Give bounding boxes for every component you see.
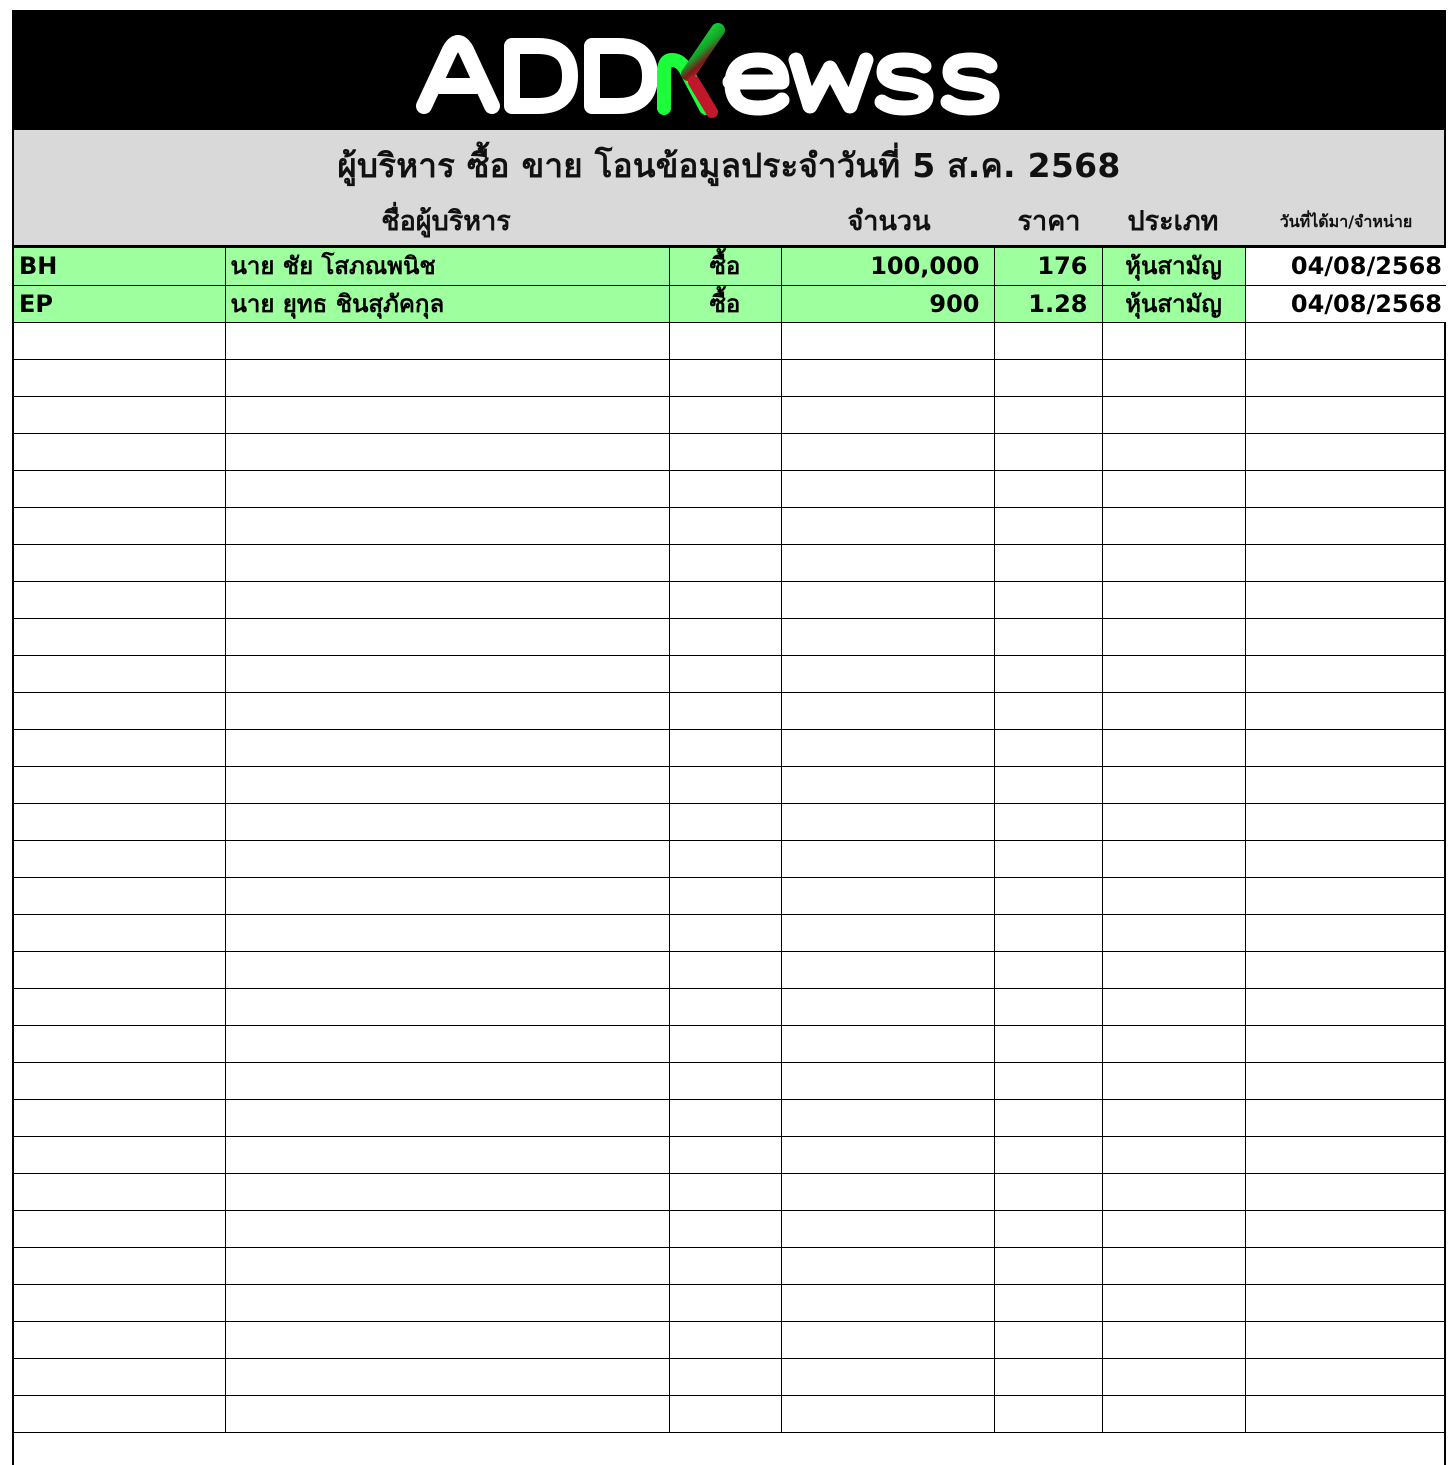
empty-table-row: [14, 433, 1446, 470]
empty-cell[interactable]: [1245, 1321, 1446, 1358]
empty-cell[interactable]: [781, 877, 994, 914]
empty-cell[interactable]: [1102, 470, 1245, 507]
empty-cell[interactable]: [781, 1321, 994, 1358]
empty-cell[interactable]: [14, 951, 225, 988]
empty-cell[interactable]: [14, 1358, 225, 1395]
empty-cell[interactable]: [781, 507, 994, 544]
empty-cell[interactable]: [225, 840, 669, 877]
empty-cell[interactable]: [994, 1210, 1102, 1247]
empty-cell[interactable]: [225, 729, 669, 766]
table-row: [14, 248, 1446, 285]
empty-cell[interactable]: [994, 433, 1102, 470]
empty-cell[interactable]: [781, 618, 994, 655]
empty-cell[interactable]: [994, 766, 1102, 803]
empty-cell[interactable]: [994, 359, 1102, 396]
empty-cell[interactable]: [1245, 840, 1446, 877]
empty-cell[interactable]: [781, 655, 994, 692]
empty-cell[interactable]: [994, 618, 1102, 655]
empty-cell[interactable]: [669, 1173, 781, 1210]
share-type-cell[interactable]: หุ้นสามัญ: [1102, 248, 1245, 285]
empty-cell[interactable]: [14, 655, 225, 692]
empty-table-row: [14, 988, 1446, 1025]
empty-cell[interactable]: [994, 988, 1102, 1025]
empty-cell[interactable]: [669, 1136, 781, 1173]
empty-cell[interactable]: [781, 1173, 994, 1210]
column-header-name: ชื่อผู้บริหาร: [381, 206, 511, 237]
empty-cell[interactable]: [225, 951, 669, 988]
empty-cell[interactable]: [1245, 359, 1446, 396]
empty-cell[interactable]: [994, 840, 1102, 877]
amount-cell[interactable]: 900: [781, 285, 994, 322]
empty-cell[interactable]: [994, 396, 1102, 433]
empty-cell[interactable]: [14, 1395, 225, 1432]
empty-cell[interactable]: [1245, 322, 1446, 359]
empty-cell[interactable]: [1245, 803, 1446, 840]
empty-cell[interactable]: [1102, 1395, 1245, 1432]
empty-cell[interactable]: [225, 1284, 669, 1321]
empty-table-row: [14, 877, 1446, 914]
empty-cell[interactable]: [14, 1210, 225, 1247]
symbol-cell[interactable]: BH: [14, 248, 225, 285]
empty-cell[interactable]: [14, 914, 225, 951]
date-cell[interactable]: 04/08/2568: [1245, 248, 1446, 285]
empty-cell[interactable]: [669, 1210, 781, 1247]
logo-bar: [14, 10, 1444, 130]
empty-cell[interactable]: [994, 914, 1102, 951]
empty-table-row: [14, 322, 1446, 359]
empty-cell[interactable]: [1245, 1284, 1446, 1321]
empty-cell[interactable]: [225, 766, 669, 803]
empty-cell[interactable]: [1245, 1062, 1446, 1099]
empty-cell[interactable]: [1102, 322, 1245, 359]
empty-cell[interactable]: [14, 1173, 225, 1210]
empty-cell[interactable]: [14, 544, 225, 581]
empty-cell[interactable]: [781, 433, 994, 470]
empty-cell[interactable]: [225, 581, 669, 618]
empty-cell[interactable]: [1102, 359, 1245, 396]
empty-cell[interactable]: [14, 581, 225, 618]
empty-cell[interactable]: [1102, 877, 1245, 914]
empty-cell[interactable]: [669, 877, 781, 914]
empty-cell[interactable]: [1102, 433, 1245, 470]
empty-cell[interactable]: [225, 1099, 669, 1136]
empty-cell[interactable]: [225, 1210, 669, 1247]
action-cell[interactable]: ซื้อ: [669, 285, 781, 322]
empty-cell[interactable]: [1245, 1099, 1446, 1136]
empty-cell[interactable]: [225, 322, 669, 359]
empty-cell[interactable]: [1245, 1025, 1446, 1062]
empty-cell[interactable]: [225, 803, 669, 840]
price-cell[interactable]: 176: [994, 248, 1102, 285]
empty-cell[interactable]: [994, 1284, 1102, 1321]
empty-cell[interactable]: [781, 729, 994, 766]
date-cell[interactable]: 04/08/2568: [1245, 285, 1446, 322]
empty-cell[interactable]: [781, 1358, 994, 1395]
empty-cell[interactable]: [669, 507, 781, 544]
empty-table-row: [14, 803, 1446, 840]
empty-cell[interactable]: [994, 507, 1102, 544]
empty-cell[interactable]: [994, 1062, 1102, 1099]
empty-cell[interactable]: [14, 359, 225, 396]
empty-cell[interactable]: [1102, 951, 1245, 988]
empty-cell[interactable]: [14, 1062, 225, 1099]
empty-table-row: [14, 1247, 1446, 1284]
empty-cell[interactable]: [1245, 618, 1446, 655]
empty-cell[interactable]: [669, 914, 781, 951]
empty-table-row: [14, 507, 1446, 544]
empty-cell[interactable]: [225, 1136, 669, 1173]
empty-cell[interactable]: [994, 581, 1102, 618]
empty-cell[interactable]: [669, 618, 781, 655]
empty-table-row: [14, 1284, 1446, 1321]
empty-cell[interactable]: [669, 1321, 781, 1358]
empty-cell[interactable]: [994, 1321, 1102, 1358]
symbol-cell[interactable]: EP: [14, 285, 225, 322]
empty-cell[interactable]: [14, 1284, 225, 1321]
empty-cell[interactable]: [14, 396, 225, 433]
empty-table-row: [14, 1395, 1446, 1432]
empty-cell[interactable]: [14, 507, 225, 544]
empty-cell[interactable]: [781, 396, 994, 433]
empty-cell[interactable]: [225, 1062, 669, 1099]
empty-cell[interactable]: [225, 692, 669, 729]
empty-cell[interactable]: [225, 655, 669, 692]
empty-table-row: [14, 618, 1446, 655]
empty-cell[interactable]: [1245, 692, 1446, 729]
empty-cell[interactable]: [1245, 1247, 1446, 1284]
empty-cell[interactable]: [1245, 544, 1446, 581]
empty-cell[interactable]: [14, 877, 225, 914]
empty-cell[interactable]: [1245, 433, 1446, 470]
empty-cell[interactable]: [1245, 1210, 1446, 1247]
empty-cell[interactable]: [1102, 1099, 1245, 1136]
empty-cell[interactable]: [781, 1284, 994, 1321]
share-type-cell[interactable]: หุ้นสามัญ: [1102, 285, 1245, 322]
empty-cell[interactable]: [781, 1395, 994, 1432]
empty-cell[interactable]: [781, 914, 994, 951]
empty-table-row: [14, 766, 1446, 803]
empty-table-row: [14, 1136, 1446, 1173]
empty-cell[interactable]: [994, 803, 1102, 840]
empty-table-row: [14, 544, 1446, 581]
empty-cell[interactable]: [1245, 914, 1446, 951]
report-header: [14, 130, 1444, 248]
empty-cell[interactable]: [781, 470, 994, 507]
empty-cell[interactable]: [225, 618, 669, 655]
empty-cell[interactable]: [225, 1358, 669, 1395]
empty-cell[interactable]: [1102, 544, 1245, 581]
empty-cell[interactable]: [994, 1173, 1102, 1210]
empty-cell[interactable]: [781, 1136, 994, 1173]
empty-cell[interactable]: [1102, 914, 1245, 951]
amount-cell[interactable]: 100,000: [781, 248, 994, 285]
empty-cell[interactable]: [781, 322, 994, 359]
empty-cell[interactable]: [781, 1025, 994, 1062]
empty-cell[interactable]: [994, 655, 1102, 692]
empty-cell[interactable]: [781, 581, 994, 618]
empty-cell[interactable]: [669, 359, 781, 396]
empty-cell[interactable]: [225, 1247, 669, 1284]
empty-cell[interactable]: [669, 729, 781, 766]
empty-table-row: [14, 840, 1446, 877]
empty-cell[interactable]: [781, 766, 994, 803]
column-header-date: วันที่ได้มา/จำหน่าย: [1279, 212, 1413, 231]
empty-cell[interactable]: [14, 988, 225, 1025]
empty-cell[interactable]: [669, 1099, 781, 1136]
empty-cell[interactable]: [1102, 655, 1245, 692]
executive-name-cell[interactable]: นาย ชัย โสภณพนิช: [225, 248, 669, 285]
empty-table-row: [14, 1358, 1446, 1395]
empty-table-row: [14, 655, 1446, 692]
empty-table-row: [14, 1062, 1446, 1099]
empty-cell[interactable]: [225, 914, 669, 951]
empty-cell[interactable]: [14, 322, 225, 359]
empty-cell[interactable]: [781, 1062, 994, 1099]
empty-cell[interactable]: [994, 1099, 1102, 1136]
empty-cell[interactable]: [1102, 803, 1245, 840]
empty-cell[interactable]: [1102, 1136, 1245, 1173]
empty-cell[interactable]: [1102, 1210, 1245, 1247]
action-cell[interactable]: ซื้อ: [669, 248, 781, 285]
empty-cell[interactable]: [669, 1062, 781, 1099]
empty-table-row: [14, 581, 1446, 618]
spreadsheet-sheet: [12, 10, 1446, 1465]
empty-cell[interactable]: [1102, 396, 1245, 433]
empty-cell[interactable]: [1102, 1284, 1245, 1321]
empty-cell[interactable]: [1245, 951, 1446, 988]
empty-cell[interactable]: [994, 1025, 1102, 1062]
column-header-price: ราคา: [1017, 206, 1081, 237]
empty-cell[interactable]: [1102, 1025, 1245, 1062]
empty-cell[interactable]: [1245, 1173, 1446, 1210]
empty-cell[interactable]: [1245, 877, 1446, 914]
empty-cell[interactable]: [14, 1247, 225, 1284]
empty-cell[interactable]: [669, 988, 781, 1025]
empty-cell[interactable]: [225, 877, 669, 914]
empty-cell[interactable]: [669, 766, 781, 803]
empty-cell[interactable]: [1245, 766, 1446, 803]
empty-cell[interactable]: [1245, 581, 1446, 618]
empty-table-row: [14, 692, 1446, 729]
empty-cell[interactable]: [669, 1284, 781, 1321]
empty-cell[interactable]: [669, 840, 781, 877]
empty-cell[interactable]: [994, 877, 1102, 914]
table-row: [14, 285, 1446, 322]
empty-cell[interactable]: [225, 544, 669, 581]
empty-cell[interactable]: [994, 1247, 1102, 1284]
empty-cell[interactable]: [225, 1321, 669, 1358]
empty-cell[interactable]: [1102, 1321, 1245, 1358]
empty-cell[interactable]: [1245, 396, 1446, 433]
empty-cell[interactable]: [1102, 766, 1245, 803]
empty-cell[interactable]: [225, 1395, 669, 1432]
empty-table-row: [14, 470, 1446, 507]
empty-table-row: [14, 1210, 1446, 1247]
empty-cell[interactable]: [1102, 1062, 1245, 1099]
empty-cell[interactable]: [994, 692, 1102, 729]
empty-cell[interactable]: [994, 322, 1102, 359]
empty-cell[interactable]: [225, 359, 669, 396]
empty-cell[interactable]: [669, 1395, 781, 1432]
empty-cell[interactable]: [1102, 1358, 1245, 1395]
empty-cell[interactable]: [781, 1247, 994, 1284]
column-header-amount: จำนวน: [847, 206, 931, 237]
empty-cell[interactable]: [14, 1025, 225, 1062]
empty-cell[interactable]: [994, 1395, 1102, 1432]
empty-cell[interactable]: [1245, 729, 1446, 766]
empty-table-row: [14, 359, 1446, 396]
empty-cell[interactable]: [14, 618, 225, 655]
addnewss-logo: [412, 20, 1052, 122]
empty-cell[interactable]: [14, 840, 225, 877]
empty-cell[interactable]: [14, 1136, 225, 1173]
empty-cell[interactable]: [781, 951, 994, 988]
empty-cell[interactable]: [225, 470, 669, 507]
empty-cell[interactable]: [994, 951, 1102, 988]
empty-table-row: [14, 1173, 1446, 1210]
empty-table-row: [14, 1025, 1446, 1062]
empty-cell[interactable]: [1245, 507, 1446, 544]
page-title: ผู้บริหาร ซื้อ ขาย โอนข้อมูลประจำวันที่ 5 ส.ค. 2568: [337, 146, 1121, 185]
empty-cell[interactable]: [1245, 655, 1446, 692]
empty-cell[interactable]: [994, 470, 1102, 507]
empty-cell[interactable]: [1102, 1247, 1245, 1284]
empty-cell[interactable]: [1102, 692, 1245, 729]
empty-cell[interactable]: [669, 655, 781, 692]
empty-cell[interactable]: [1102, 507, 1245, 544]
empty-cell[interactable]: [1245, 1358, 1446, 1395]
empty-table-row: [14, 914, 1446, 951]
empty-cell[interactable]: [14, 729, 225, 766]
empty-cell[interactable]: [225, 507, 669, 544]
empty-cell[interactable]: [781, 692, 994, 729]
empty-cell[interactable]: [994, 1358, 1102, 1395]
empty-cell[interactable]: [781, 359, 994, 396]
empty-cell[interactable]: [781, 1099, 994, 1136]
empty-cell[interactable]: [14, 433, 225, 470]
empty-cell[interactable]: [669, 544, 781, 581]
empty-cell[interactable]: [14, 1321, 225, 1358]
empty-cell[interactable]: [14, 766, 225, 803]
transactions-table: [14, 248, 1446, 1433]
empty-table-row: [14, 1099, 1446, 1136]
empty-cell[interactable]: [14, 692, 225, 729]
empty-cell[interactable]: [14, 803, 225, 840]
empty-cell[interactable]: [1245, 1136, 1446, 1173]
empty-cell[interactable]: [1102, 729, 1245, 766]
empty-table-row: [14, 396, 1446, 433]
empty-cell[interactable]: [225, 1025, 669, 1062]
empty-cell[interactable]: [225, 433, 669, 470]
empty-cell[interactable]: [1102, 618, 1245, 655]
empty-cell[interactable]: [1245, 1395, 1446, 1432]
empty-cell[interactable]: [669, 1025, 781, 1062]
empty-cell[interactable]: [669, 803, 781, 840]
column-header-type: ประเภท: [1127, 206, 1219, 237]
empty-table-row: [14, 951, 1446, 988]
empty-cell[interactable]: [1245, 988, 1446, 1025]
empty-cell[interactable]: [14, 470, 225, 507]
empty-cell[interactable]: [994, 1136, 1102, 1173]
empty-cell[interactable]: [1245, 470, 1446, 507]
empty-cell[interactable]: [669, 1247, 781, 1284]
empty-cell[interactable]: [669, 322, 781, 359]
empty-cell[interactable]: [225, 988, 669, 1025]
empty-cell[interactable]: [669, 396, 781, 433]
empty-cell[interactable]: [225, 1173, 669, 1210]
empty-cell[interactable]: [669, 951, 781, 988]
empty-cell[interactable]: [1102, 988, 1245, 1025]
empty-cell[interactable]: [781, 803, 994, 840]
empty-cell[interactable]: [669, 581, 781, 618]
empty-cell[interactable]: [781, 988, 994, 1025]
empty-cell[interactable]: [14, 1099, 225, 1136]
executive-name-cell[interactable]: นาย ยุทธ ชินสุภัคกุล: [225, 285, 669, 322]
empty-cell[interactable]: [225, 396, 669, 433]
empty-table-row: [14, 1321, 1446, 1358]
empty-cell[interactable]: [1102, 581, 1245, 618]
empty-cell[interactable]: [669, 692, 781, 729]
price-cell[interactable]: 1.28: [994, 285, 1102, 322]
empty-cell[interactable]: [669, 433, 781, 470]
empty-cell[interactable]: [781, 1210, 994, 1247]
empty-cell[interactable]: [1102, 1173, 1245, 1210]
empty-cell[interactable]: [994, 544, 1102, 581]
empty-cell[interactable]: [1102, 840, 1245, 877]
empty-cell[interactable]: [781, 840, 994, 877]
empty-cell[interactable]: [781, 544, 994, 581]
empty-cell[interactable]: [669, 470, 781, 507]
empty-cell[interactable]: [669, 1358, 781, 1395]
empty-cell[interactable]: [994, 729, 1102, 766]
empty-table-row: [14, 729, 1446, 766]
